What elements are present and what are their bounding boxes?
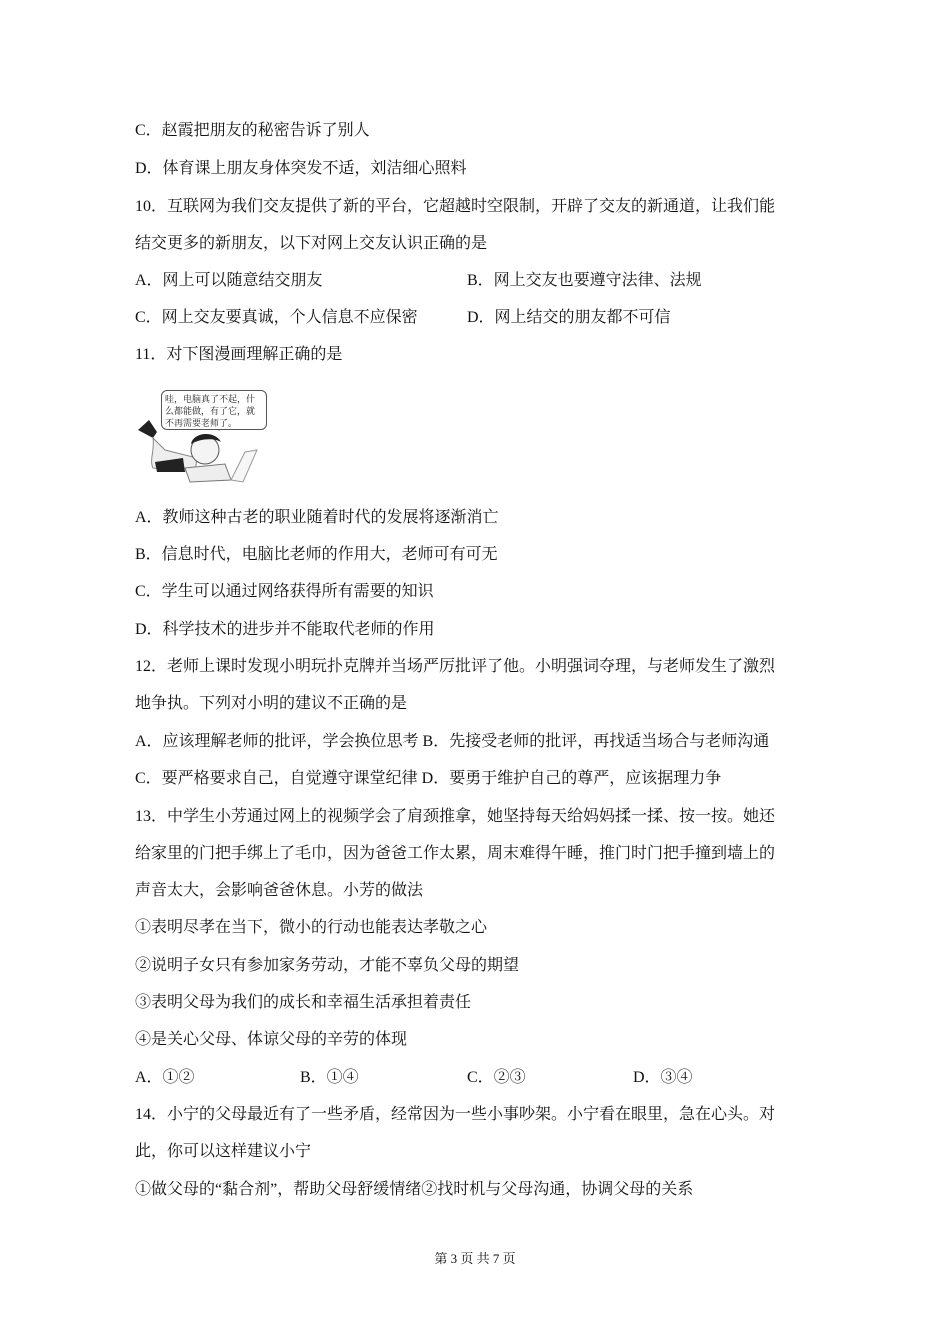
- q12-options-cd: C．要严格要求自己，自觉遵守课堂纪律 D．要勇于维护自己的尊严，应该据理力争: [135, 770, 722, 787]
- q10-option-c: C．网上交友要真诚，个人信息不应保密: [135, 309, 418, 326]
- q14-stem-line1: 14．小宁的父母最近有了一些矛盾，经常因为一些小事吵架。小宁看在眼里，急在心头。对: [135, 1106, 776, 1123]
- q10-option-a: A．网上可以随意结交朋友: [135, 272, 323, 289]
- q10-option-b: B．网上交友也要遵守法律、法规: [467, 272, 702, 289]
- q11-stem: 11．对下图漫画理解正确的是: [135, 346, 343, 363]
- q14-stem-line2: 此，你可以这样建议小宁: [135, 1143, 312, 1160]
- q13-statement-1: ①表明尽孝在当下，微小的行动也能表达孝敬之心: [135, 919, 488, 936]
- comic-speech-bubble: 哇，电脑真了不起，什么都能做，有了它，就不再需要老师了。: [161, 390, 267, 430]
- q9-option-c: C．赵霞把朋友的秘密告诉了别人: [135, 122, 370, 139]
- page-footer: 第 3 页 共 7 页: [434, 1251, 516, 1266]
- comic-image: [135, 380, 260, 495]
- q9-option-d: D．体育课上朋友身体突发不适，刘洁细心照料: [135, 160, 467, 177]
- q10-stem-line1: 10．互联网为我们交友提供了新的平台，它超越时空限制，开辟了交友的新通道，让我们能: [135, 198, 776, 215]
- q10-stem-line2: 结交更多的新朋友，以下对网上交友认识正确的是: [135, 235, 488, 252]
- q11-option-c: C．学生可以通过网络获得所有需要的知识: [135, 583, 434, 600]
- q13-statement-2: ②说明子女只有参加家务劳动，才能不辜负父母的期望: [135, 957, 520, 974]
- q11-option-d: D．科学技术的进步并不能取代老师的作用: [135, 621, 435, 638]
- q13-statement-3: ③表明父母为我们的成长和幸福生活承担着责任: [135, 994, 472, 1011]
- q13-option-b: B．①④: [300, 1069, 359, 1086]
- q12-stem-line2: 地争执。下列对小明的建议不正确的是: [135, 695, 408, 712]
- q11-option-a: A．教师这种古老的职业随着时代的发展将逐渐消亡: [135, 509, 499, 526]
- q13-stem-line2: 给家里的门把手绑上了毛巾，因为爸爸工作太累，周末难得午睡，推门时门把手撞到墙上的: [135, 845, 776, 862]
- q12-stem-line1: 12．老师上课时发现小明玩扑克牌并当场严厉批评了他。小明强词夺理，与老师发生了激烈: [135, 658, 776, 675]
- q13-stem-line3: 声音太大，会影响爸爸休息。小芳的做法: [135, 882, 424, 899]
- q14-statements-1-2: ①做父母的“黏合剂”，帮助父母舒缓情绪②找时机与父母沟通，协调父母的关系: [135, 1181, 694, 1198]
- q13-option-d: D．③④: [633, 1069, 693, 1086]
- q11-option-b: B．信息时代，电脑比老师的作用大，老师可有可无: [135, 546, 498, 563]
- q13-statement-4: ④是关心父母、体谅父母的辛劳的体现: [135, 1031, 408, 1048]
- q13-option-a: A．①②: [135, 1069, 195, 1086]
- q10-option-d: D．网上结交的朋友都不可信: [467, 309, 671, 326]
- q12-options-ab: A．应该理解老师的批评，学会换位思考 B．先接受老师的批评，再找适当场合与老师沟通: [135, 733, 770, 750]
- q13-stem-line1: 13．中学生小芳通过网上的视频学会了肩颈推拿，她坚持每天给妈妈揉一揉、按一按。她还: [135, 808, 776, 825]
- q13-option-c: C．②③: [467, 1069, 526, 1086]
